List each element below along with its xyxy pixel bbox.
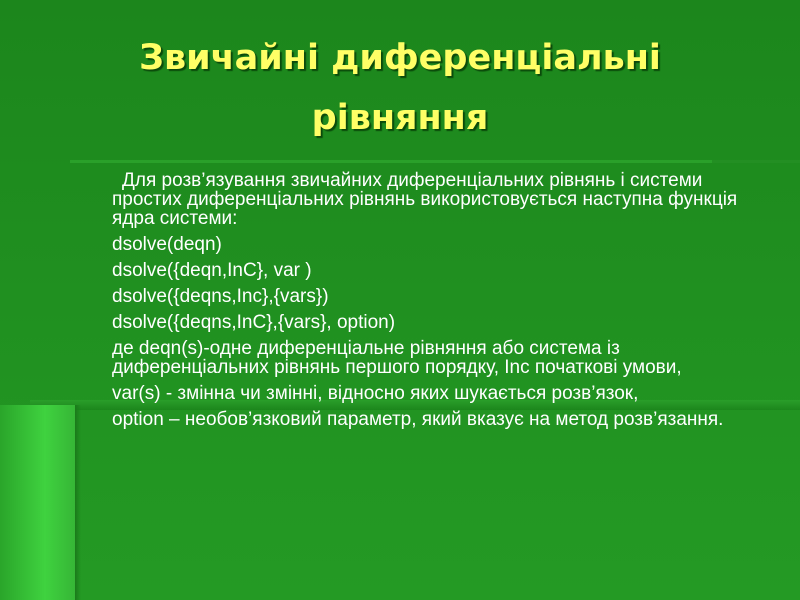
deqn-description: де deqn(s)-одне диференціальне рівняння або система із диференціальних рівнянь першого порядку, Inc початкові умови, <box>112 338 682 378</box>
syntax-line-1: dsolve(deqn) <box>112 234 222 255</box>
top-divider-line-right <box>712 160 800 163</box>
slide-body <box>112 171 752 436</box>
slide-title <box>0 28 800 148</box>
intro-paragraph: Для розв’язування звичайних диференціальних рівнянь і системи простих диференціальних рівнянь використовується наступна функція ядра системи: <box>112 170 738 229</box>
vertical-accent-bar <box>0 405 75 600</box>
top-divider-line <box>70 160 712 163</box>
syntax-line-4: dsolve({deqns,InC},{vars}, option) <box>112 312 396 333</box>
title-line-2: рівняння <box>311 98 489 138</box>
syntax-line-3: dsolve({deqns,Inc},{vars}) <box>112 286 329 307</box>
option-description: option – необов’язковий параметр, який вказує на метод розв’язання. <box>112 409 724 430</box>
vars-description: var(s) - змінна чи змінні, відносно яких шукається розв’язок, <box>112 383 639 404</box>
title-line-1: Звичайні диференціальні <box>139 38 661 78</box>
syntax-line-2: dsolve({deqn,InC}, var ) <box>112 260 312 281</box>
vertical-accent-shadow <box>75 405 81 600</box>
